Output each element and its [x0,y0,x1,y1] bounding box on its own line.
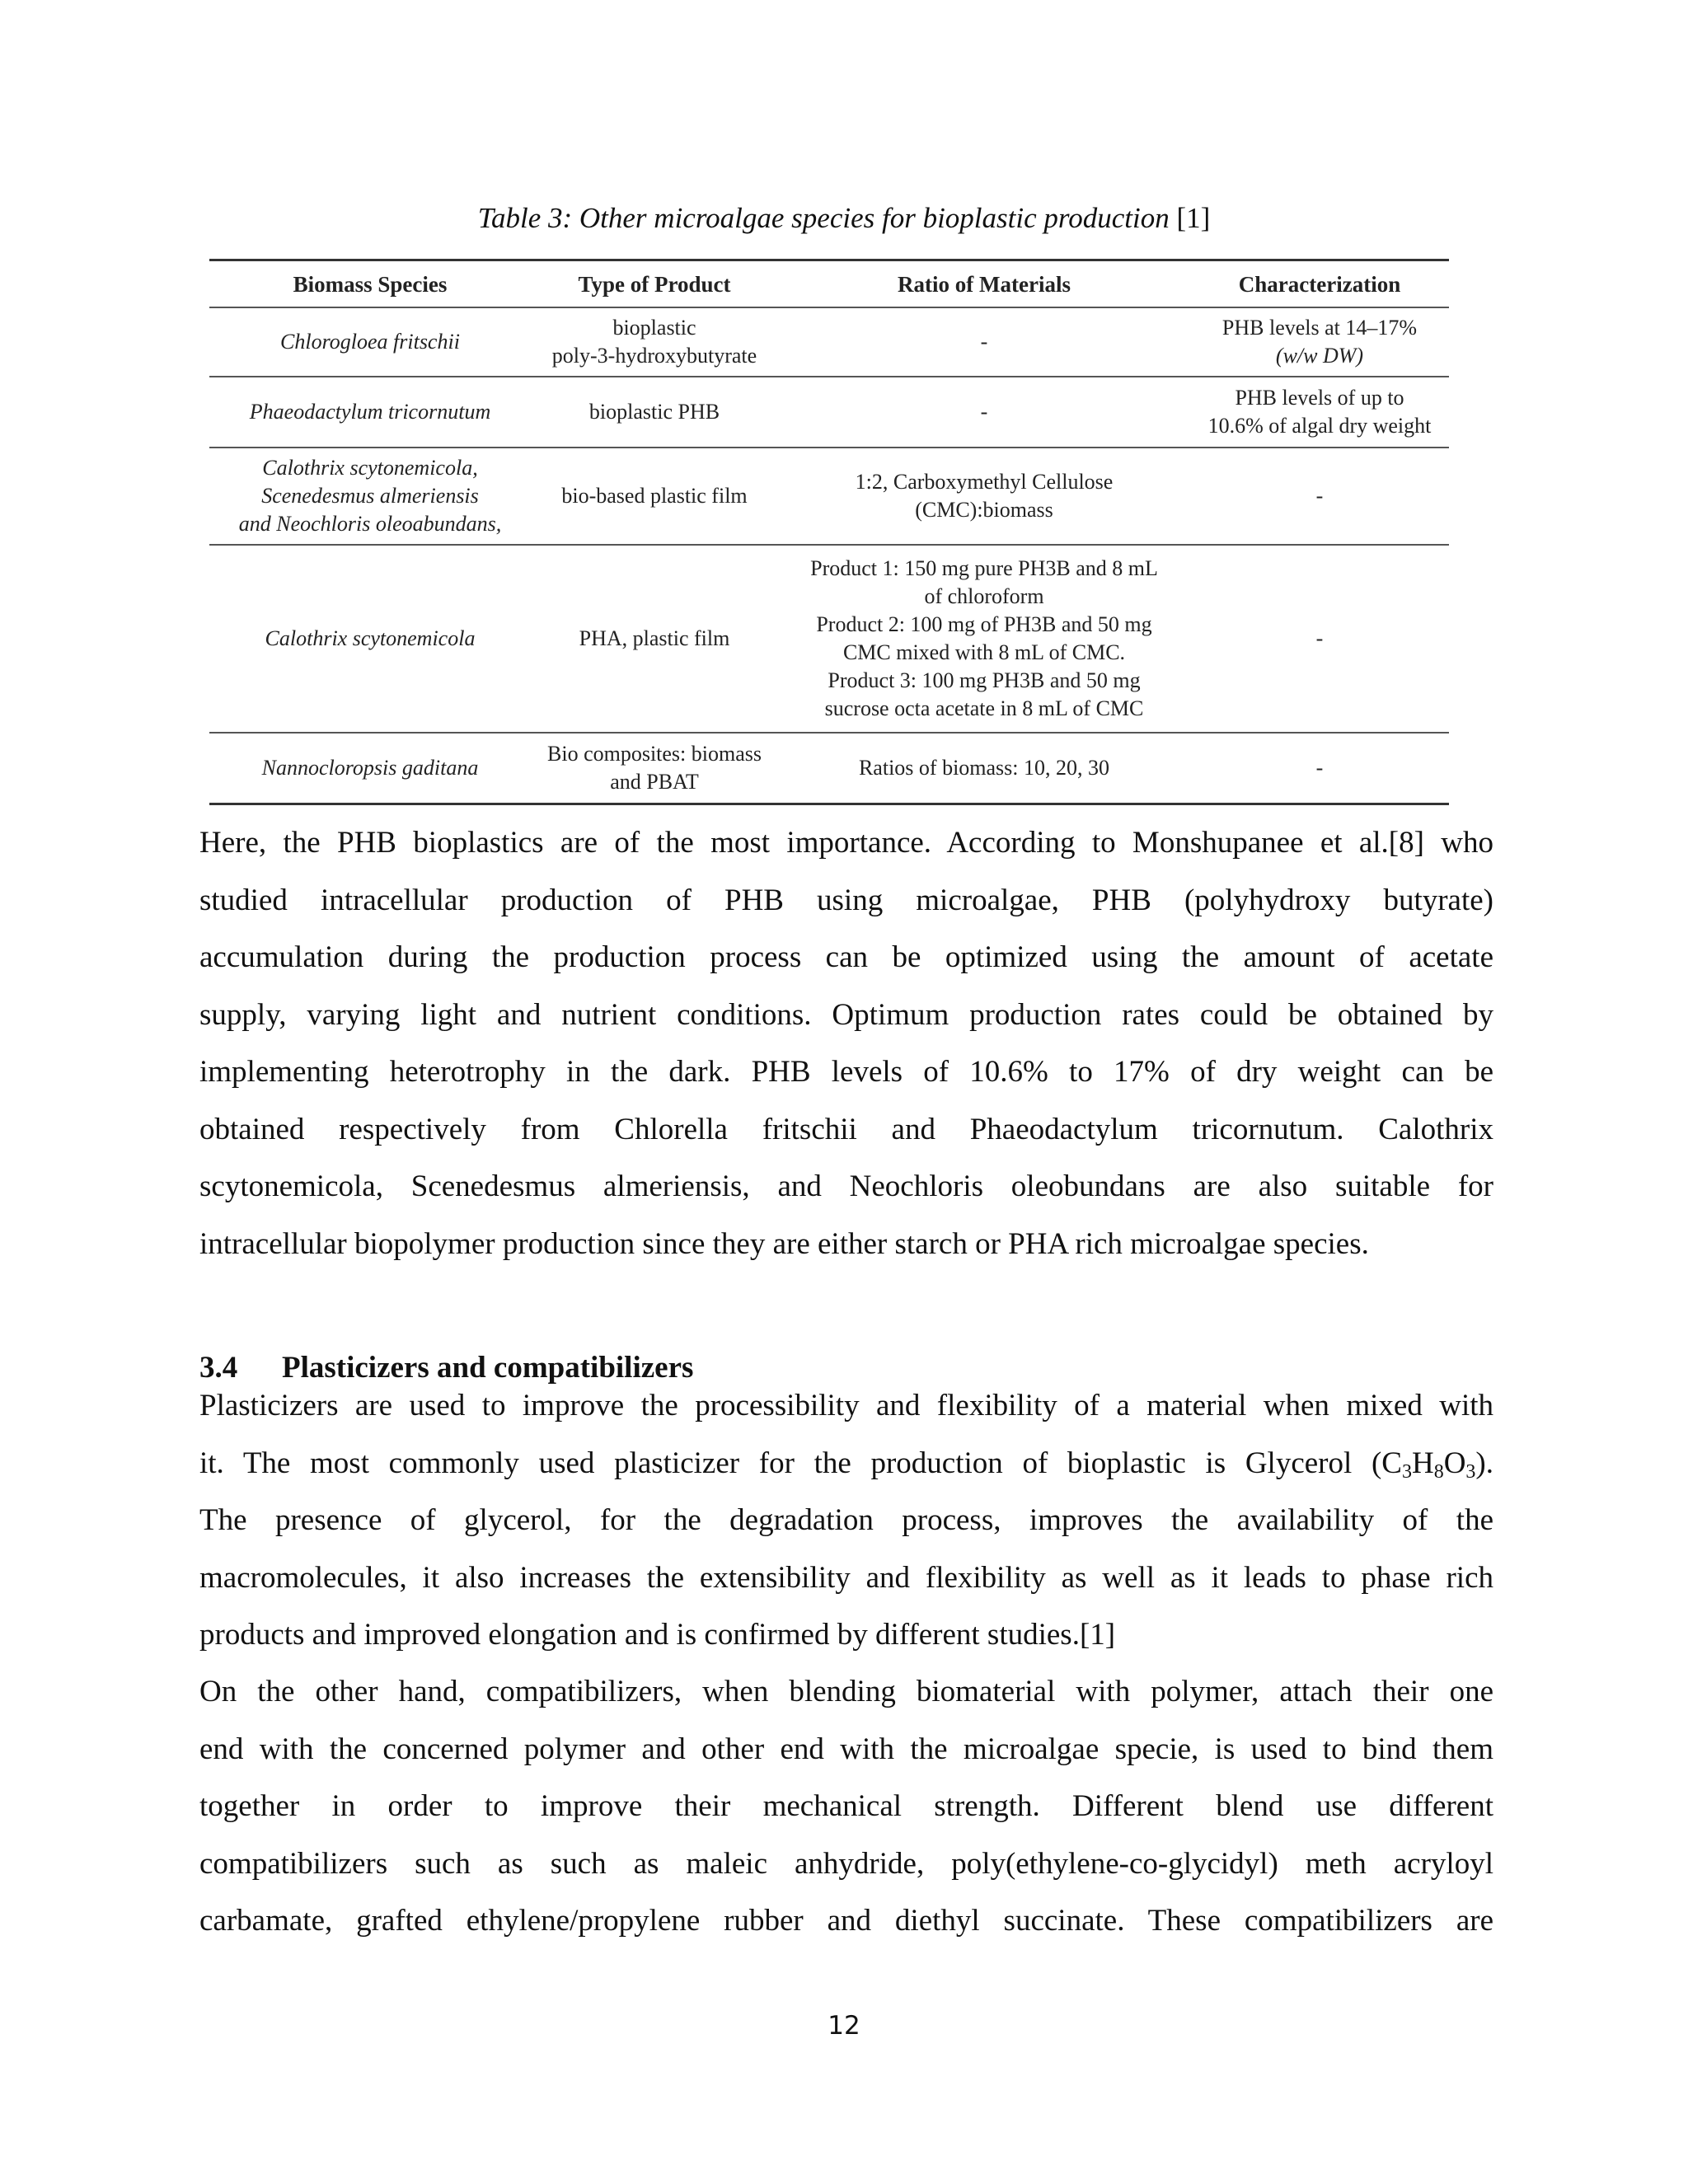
section-title: Plasticizers and compatibilizers [282,1351,694,1385]
cell-type-of-product: bioplastic PHB [531,377,778,448]
cell-type-of-product: PHA, plastic film [531,545,778,733]
table-caption-reference: [1] [1176,202,1211,234]
table-header-row [209,260,1449,308]
table-caption [0,199,1688,238]
column-header-biomass-species: Biomass Species [209,260,531,308]
cell-type-of-product: bioplastic poly-3-hydroxybutyrate [531,307,778,377]
section-number: 3.4 [199,1351,238,1385]
cell-biomass-species: Nannocloropsis gaditana [209,733,531,804]
cell-characterization: PHB levels of up to 10.6% of algal dry weight [1190,377,1449,448]
microalgae-table [209,259,1449,805]
cell-ratio-of-materials: - [778,307,1190,377]
cell-characterization: - [1190,733,1449,804]
cell-characterization: PHB levels at 14–17% (w/w DW) [1190,307,1449,377]
table-row [209,448,1449,545]
table-row [209,377,1449,448]
table-caption-title: Table 3: Other microalgae species for bioplastic production [477,202,1170,234]
page-number: 12 [828,2011,860,2041]
cell-biomass-species: Phaeodactylum tricornutum [209,377,531,448]
glycerol-formula-line: it. The most commonly used plasticizer for the production of bioplastic is Glycerol $(C_3H_8O_3)$. [199,1446,1493,1483]
cell-biomass-species: Calothrix scytonemicola [209,545,531,733]
cell-biomass-species: Chlorogloea fritschii [209,307,531,377]
table-row [209,307,1449,377]
cell-ratio-of-materials: 1:2, Carboxymethyl Cellulose (CMC):biomass [778,448,1190,545]
column-header-ratio-of-materials: Ratio of Materials [778,260,1190,308]
column-header-type-of-product: Type of Product [531,260,778,308]
paragraph-compatibilizers: On the other hand, compatibilizers, when blending biomaterial with polymer, attach their one end with the concerned polymer and other end with the microalgae specie, is used to bind them together in order to improve their mechanical strength. Different blend use different compatibilizers such as such as maleic anhydride, poly(ethylene-co-glycidyl) meth acryloyl carbamate, grafted ethylene/propylene rubber and diethyl succinate. These compatibilizers are [199,1675,1493,1938]
paragraph-phb-bioplastics: Here, the PHB bioplastics are of the most importance. According to Monshupanee et al.[8] who studied intracellular production of PHB using microalgae, PHB (polyhydroxy butyrate) accumulation during the production process can be optimized using the amount of acetate supply, varying light and nutrient conditions. Optimum production rates could be obtained by implementing heterotrophy in the dark. PHB levels of 10.6% to 17% of dry weight can be obtained respectively from Chlorella fritschii and Phaeodactylum tricornutum. Calothrix scytonemicola, Scenedesmus almeriensis, and Neochloris oleobundans are also suitable for intracellular biopolymer production since they are either starch or PHA rich microalgae species. [199,826,1493,1261]
cell-ratio-of-materials: - [778,377,1190,448]
column-header-characterization: Characterization [1190,260,1449,308]
microalgae-table-container [209,259,1449,805]
cell-characterization: - [1190,545,1449,733]
cell-ratio-of-materials: Ratios of biomass: 10, 20, 30 [778,733,1190,804]
table-row [209,733,1449,804]
cell-type-of-product: bio-based plastic film [531,448,778,545]
paragraph-plasticizers: Plasticizers are used to improve the processibility and flexibility of a material when mixed with it. The most commonly used plasticizer for the production of bioplastic is Glycerol $(C_3H_8O_3)$. The presence of glycerol, for the degradation process, improves the availability of the macromolecules, it also increases the extensibility and flexibility as well as it leads to phase rich products and improved elongation and is confirmed by different studies.[1] [199,1389,1493,1652]
cell-ratio-of-materials: Product 1: 150 mg pure PH3B and 8 mL of chloroform Product 2: 100 mg of PH3B and 50 mg CMC mixed with 8 mL of CMC. Product 3: 100 mg PH3B and 50 mg sucrose octa acetate in 8 mL of CMC [778,545,1190,733]
table-row [209,545,1449,733]
cell-biomass-species: Calothrix scytonemicola, Scenedesmus almeriensis and Neochloris oleoabundans, [209,448,531,545]
cell-type-of-product: Bio composites: biomass and PBAT [531,733,778,804]
cell-characterization: - [1190,448,1449,545]
